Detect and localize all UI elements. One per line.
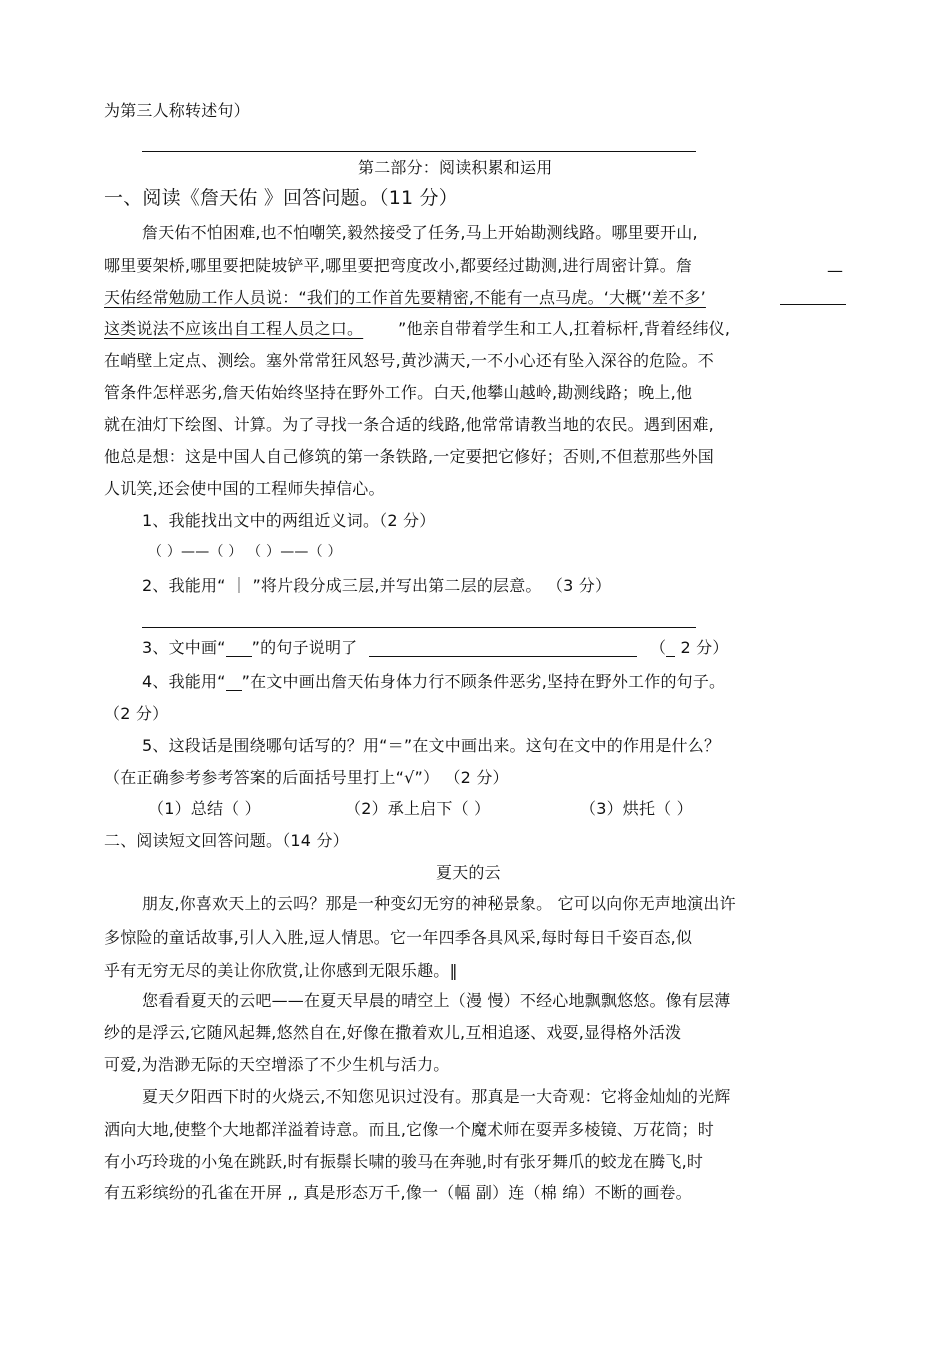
question-5-note: （在正确参考参考答案的后面括号里打上“√”） （2 分） xyxy=(104,768,509,787)
question-3-score-blank xyxy=(666,638,675,657)
section1-heading: 一、阅读《詹天佑 》回答问题。（11 分） xyxy=(104,187,458,209)
question-2: 2、我能用“ ｜ ”将片段分成三层,并写出第二层的层意。 （3 分） xyxy=(142,576,612,595)
question-4-mark-blank[interactable] xyxy=(226,672,242,691)
passage1-line-4b: ”他亲自带着学生和工人,扛着标杆,背着经纬仪, xyxy=(398,319,731,338)
underline-extension xyxy=(780,304,846,305)
passage1-line-5: 在峭壁上定点、测绘。塞外常常狂风怒号,黄沙满天,一不小心还有坠入深谷的危险。不 xyxy=(104,351,714,370)
dash-mark: — xyxy=(827,261,844,280)
passage1-line-9: 人讥笑,还会使中国的工程师失掉信心。 xyxy=(104,479,385,498)
question-3-score: 2 分） xyxy=(680,638,729,657)
passage2-line-2: 多惊险的童话故事,引人入胜,逗人情思。它一年四季各具风采,每时每日千姿百态,似 xyxy=(104,928,693,947)
question-3-mark-blank[interactable] xyxy=(226,638,252,657)
passage2-line-7: 夏天夕阳西下时的火烧云,不知您见识过没有。那真是一大奇观：它将金灿灿的光辉 xyxy=(142,1087,731,1106)
passage1-line-3: 天佑经常勉励工作人员说：“我们的工作首先要精密,不能有一点马虎。‘大概’‘差不多’ xyxy=(104,288,706,307)
option-summary[interactable]: （1）总结（ ） xyxy=(148,799,261,818)
passage1-line-1: 詹天佑不怕困难,也不怕嘲笑,毅然接受了任务,马上开始勘测线路。哪里要开山, xyxy=(142,223,698,242)
passage2-line-8: 洒向大地,使整个大地都洋溢着诗意。而且,它像一个魔术师在耍弄多棱镜、万花筒；时 xyxy=(104,1120,714,1139)
passage1-line-2: 哪里要架桥,哪里要把陡坡铲平,哪里要把弯度改小,都要经过勘测,进行周密计算。詹 xyxy=(104,256,693,275)
question-4-post: ”在文中画出詹天佑身体力行不顾条件恶劣,坚持在野外工作的句子。 xyxy=(241,672,726,691)
question-3 xyxy=(142,637,729,659)
passage2-line-3: 乎有无穷无尽的美让你欣赏,让你感到无限乐趣。‖ xyxy=(104,961,458,980)
passage1-line-4a: 这类说法不应该出自工程人员之口。 xyxy=(104,319,364,338)
question-2-answer-line[interactable] xyxy=(142,627,696,628)
question-4-score: （2 分） xyxy=(104,704,169,723)
part2-heading: 第二部分：阅读积累和运用 xyxy=(358,158,553,177)
question-3-pre: 3、文中画“ xyxy=(142,638,226,657)
question-4 xyxy=(142,671,725,693)
passage2-line-10: 有五彩缤纷的孔雀在开屏 ,, 真是形态万千,像一（幅 副）连（棉 绵）不断的画卷。 xyxy=(104,1183,692,1202)
answer-line xyxy=(142,151,696,152)
article-title: 夏天的云 xyxy=(436,863,501,882)
passage2-line-9: 有小巧玲珑的小兔在跳跃,时有振鬃长啸的骏马在奔驰,时有张牙舞爪的蛟龙在腾飞,时 xyxy=(104,1152,704,1171)
passage2-line-1: 朋友,你喜欢天上的云吗？那是一种变幻无穷的神秘景象。 它可以向你无声地演出许 xyxy=(142,894,736,913)
question-3-mid: ”的句子说明了 xyxy=(251,638,358,657)
passage2-line-5: 纱的是浮云,它随风起舞,悠然自在,好像在撒着欢儿,互相追逐、戏耍,显得格外活泼 xyxy=(104,1023,682,1042)
passage2-line-4: 您看看夏天的云吧——在夏天早晨的晴空上（漫 慢）不经心地飘飘悠悠。像有层薄 xyxy=(142,991,731,1010)
question-1-blanks[interactable]: （ ）——（ ） （ ）——（ ） xyxy=(148,544,342,560)
passage1-line-8: 他总是想：这是中国人自己修筑的第一条铁路,一定要把它修好；否则,不但惹那些外国 xyxy=(104,447,714,466)
question-3-answer-blank[interactable] xyxy=(369,638,637,657)
section2-heading: 二、阅读短文回答问题。（14 分） xyxy=(104,831,349,850)
option-contrast[interactable]: （3）烘托（ ） xyxy=(580,799,693,818)
question-5: 5、这段话是围绕哪句话写的？用“＝”在文中画出来。这句在文中的作用是什么？ xyxy=(142,736,721,755)
question-3-paren: （ xyxy=(649,638,667,657)
passage2-line-6: 可爱,为浩渺无际的天空增添了不少生机与活力。 xyxy=(104,1055,450,1074)
question-4-pre: 4、我能用“ xyxy=(142,672,226,691)
passage1-line-7: 就在油灯下绘图、计算。为了寻找一条合适的线路,他常常请教当地的农民。遇到困难, xyxy=(104,415,714,434)
option-transition[interactable]: （2）承上启下（ ） xyxy=(345,799,491,818)
question-1: 1、我能找出文中的两组近义词。（2 分） xyxy=(142,511,436,530)
passage1-line-6: 管条件怎样恶劣,詹天佑始终坚持在野外工作。白天,他攀山越岭,勘测线路；晚上,他 xyxy=(104,383,693,402)
top-line: 为第三人称转述句） xyxy=(104,101,250,120)
